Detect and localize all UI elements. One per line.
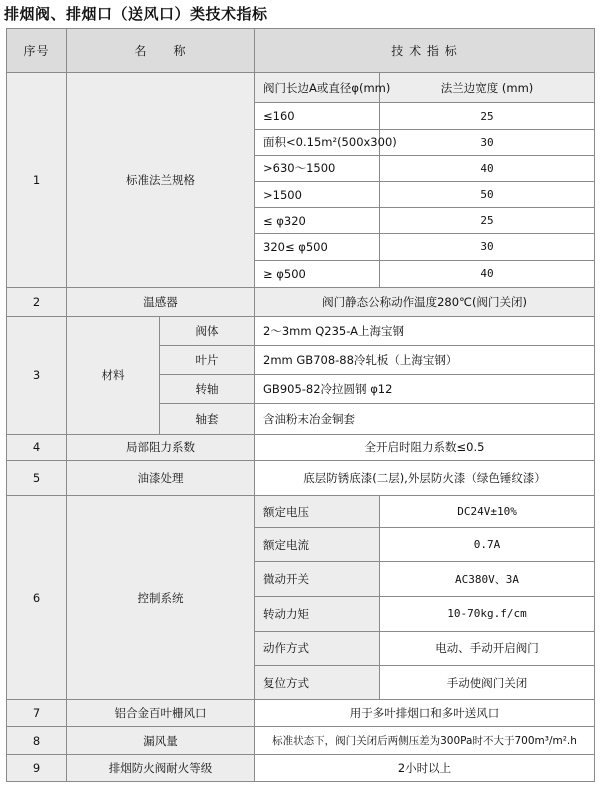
page-title: 排烟阀、排烟口（送风口）类技术指标 [4,5,268,23]
cell-b: 25 [380,208,595,234]
table-row [7,727,595,754]
row-name: 铝合金百叶栅风口 [67,700,255,727]
cell-a: ≤ φ320 [255,208,380,234]
header-row [7,29,595,73]
table-row [7,316,595,345]
cell-a: >630～1500 [255,155,380,181]
row-name: 油漆处理 [67,460,255,495]
table-row [7,496,595,528]
control-label: 微动开关 [255,562,380,596]
control-value: DC24V±10% [380,496,595,528]
row-name: 标准法兰规格 [67,73,255,287]
row-value: 用于多叶排烟口和多叶送风口 [255,700,595,727]
control-value: 10-70kg.f/cm [380,596,595,631]
table-row [7,754,595,781]
header-spec: 技 术 指 标 [255,29,595,73]
cell-a: ≥ φ500 [255,260,380,287]
row-name: 材料 [67,316,160,434]
control-label: 动作方式 [255,631,380,665]
table-row [7,73,595,103]
row-no: 6 [7,496,67,700]
material-value: GB905-82冷拉圆钢 φ12 [255,375,595,404]
material-label: 叶片 [160,346,255,375]
cell-a: >1500 [255,181,380,207]
control-label: 转动力矩 [255,596,380,631]
control-value: 0.7A [380,528,595,562]
table-row [7,287,595,316]
control-label: 额定电压 [255,496,380,528]
control-value: 手动使阀门关闭 [380,666,595,700]
material-value: 含油粉末冶金铜套 [255,404,595,434]
spec-table [6,28,595,782]
row-name: 温感器 [67,287,255,316]
table-row [7,700,595,727]
row-value: 标准状态下，阀门关闭后两侧压差为300Pa时不大于700m³/m².h [255,727,595,754]
cell-b: 40 [380,155,595,181]
material-value: 2～3mm Q235-A上海宝钢 [255,316,595,345]
material-label: 阀体 [160,316,255,345]
row-no: 8 [7,727,67,754]
cell-a: 面积<0.15m²(500x300) [255,129,380,155]
cell-b: 40 [380,260,595,287]
row-value: 阀门静态公称动作温度280℃(阀门关闭) [255,287,595,316]
row-no: 7 [7,700,67,727]
row-name: 控制系统 [67,496,255,700]
cell-a: 320≤ φ500 [255,234,380,260]
row-name: 局部阻力系数 [67,434,255,460]
subheader-a: 阀门长边A或直径φ(mm) [255,73,380,103]
row-name: 排烟防火阀耐火等级 [67,754,255,781]
row-no: 3 [7,316,67,434]
row-value: 底层防锈底漆(二层),外层防火漆（绿色锤纹漆） [255,460,595,495]
control-value: 电动、手动开启阀门 [380,631,595,665]
material-label: 轴套 [160,404,255,434]
row-no: 5 [7,460,67,495]
material-label: 转轴 [160,375,255,404]
cell-a: ≤160 [255,103,380,129]
cell-b: 25 [380,103,595,129]
header-name: 名 称 [67,29,255,73]
table-row [7,460,595,495]
row-no: 4 [7,434,67,460]
control-label: 复位方式 [255,666,380,700]
control-label: 额定电流 [255,528,380,562]
row-value: 2小时以上 [255,754,595,781]
subheader-b: 法兰边宽度 (mm) [380,73,595,103]
cell-b: 30 [380,234,595,260]
row-no: 1 [7,73,67,287]
row-name: 漏风量 [67,727,255,754]
cell-b: 30 [380,129,595,155]
cell-b: 50 [380,181,595,207]
control-value: AC380V、3A [380,562,595,596]
row-no: 9 [7,754,67,781]
header-no: 序号 [7,29,67,73]
material-value: 2mm GB708-88冷轧板（上海宝钢） [255,346,595,375]
row-no: 2 [7,287,67,316]
row-value: 全开启时阻力系数≤0.5 [255,434,595,460]
table-row [7,434,595,460]
